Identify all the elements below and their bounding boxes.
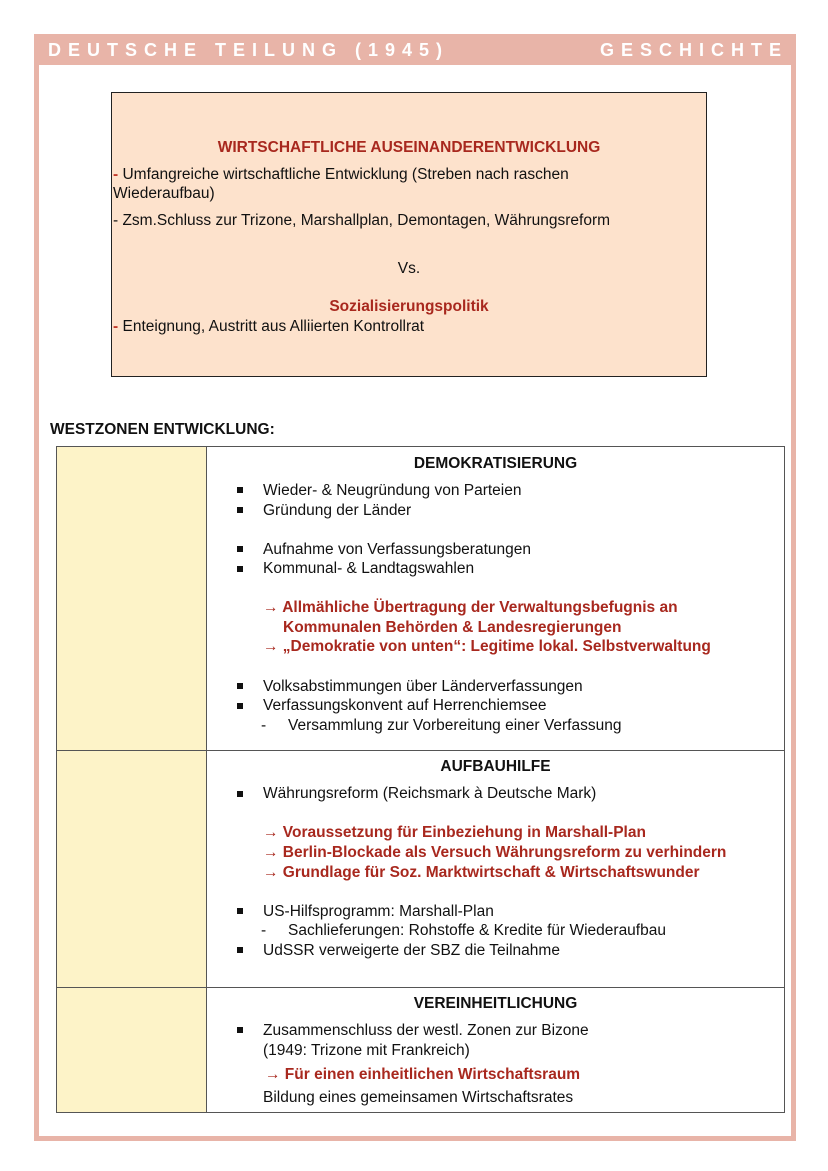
header-title: DEUTSCHE TEILUNG (1945) — [48, 40, 450, 60]
page-header — [34, 34, 796, 65]
sub-dash: - — [261, 922, 267, 939]
list-item: Aufnahme von Verfassungsberatungen — [263, 541, 531, 558]
row-aufbauhilfe — [57, 751, 784, 988]
bullet-icon — [237, 703, 243, 709]
arrow-note: → Berlin-Blockade als Versuch Währungsreform zu verhindern — [263, 844, 727, 861]
summary-vs: Vs. — [397, 260, 421, 277]
summary-box — [111, 92, 707, 377]
list-item: US-Hilfsprogramm: Marshall-Plan — [263, 903, 494, 920]
plain-item: Bildung eines gemeinsamen Wirtschaftsrates — [263, 1089, 574, 1106]
summary-line-3-text: Enteignung, Austritt aus Alliierten Kontrollrat — [122, 318, 425, 335]
bullet-icon — [237, 1027, 243, 1033]
list-item: Volksabstimmungen über Länderverfassungen — [263, 678, 583, 695]
list-item: Verfassungskonvent auf Herrenchiemsee — [263, 697, 547, 714]
row-content-cell — [207, 751, 784, 987]
row-label-cell — [57, 988, 207, 1112]
bullet-icon — [237, 791, 243, 797]
bullet-icon — [237, 507, 243, 513]
bullet-icon — [237, 487, 243, 493]
bullet-icon — [237, 566, 243, 572]
row-content-cell — [207, 988, 784, 1112]
row-title: DEMOKRATISIERUNG — [413, 455, 578, 472]
list-item: Gründung der Länder — [263, 502, 412, 519]
list-item: Währungsreform (Reichsmark à Deutsche Mark) — [263, 785, 597, 802]
bullet-icon — [237, 683, 243, 689]
list-item: Kommunal- & Landtagswahlen — [263, 560, 475, 577]
list-item: UdSSR verweigerte der SBZ die Teilnahme — [263, 942, 560, 959]
arrow-note: → Für einen einheitlichen Wirtschaftsraum — [265, 1066, 581, 1083]
sub-item: Versammlung zur Vorbereitung einer Verfassung — [288, 717, 622, 734]
sub-item: Sachlieferungen: Rohstoffe & Kredite für Wiederaufbau — [288, 922, 666, 939]
sub-dash: - — [261, 717, 267, 734]
summary-line-1b: Wiederaufbau) — [113, 185, 215, 202]
bullet-icon — [237, 908, 243, 914]
arrow-note: → „Demokratie von unten“: Legitime lokal. Selbstverwaltung — [263, 638, 711, 655]
row-label-cell — [57, 751, 207, 987]
list-item: Zusammenschluss der westl. Zonen zur Bizone — [263, 1022, 589, 1039]
bullet-icon — [237, 947, 243, 953]
row-label-cell — [57, 447, 207, 750]
row-title: VEREINHEITLICHUNG — [413, 995, 578, 1012]
arrow-note: → Voraussetzung für Einbeziehung in Marshall-Plan — [263, 824, 646, 841]
section-title: WESTZONEN ENTWICKLUNG: — [50, 421, 275, 438]
list-item-cont: (1949: Trizone mit Frankreich) — [263, 1042, 470, 1059]
header-subject: GESCHICHTE — [599, 40, 788, 60]
summary-line-1a: Umfangreiche wirtschaftliche Entwicklung (Streben nach raschen — [122, 166, 569, 183]
summary-line-2: - Zsm.Schluss zur Trizone, Marshallplan, Demontagen, Währungsreform — [113, 212, 611, 229]
arrow-note-cont: Kommunalen Behörden & Landesregierungen — [283, 619, 622, 636]
arrow-note: → Allmähliche Übertragung der Verwaltungsbefugnis an — [263, 599, 678, 616]
list-item: Wieder- & Neugründung von Parteien — [263, 482, 522, 499]
row-title: AUFBAUHILFE — [440, 758, 551, 775]
arrow-note: → Grundlage für Soz. Marktwirtschaft & Wirtschaftswunder — [263, 864, 700, 881]
bullet-icon — [237, 546, 243, 552]
westzonen-table — [56, 446, 785, 1113]
row-content-cell — [207, 447, 784, 750]
summary-subtitle: Sozialisierungspolitik — [329, 298, 489, 315]
row-vereinheitlichung — [57, 988, 784, 1112]
summary-line-1 — [113, 165, 666, 184]
summary-title: WIRTSCHAFTLICHE AUSEINANDERENTWICKLUNG — [217, 139, 601, 156]
summary-line-3 — [113, 317, 666, 336]
summary-dash: - — [113, 166, 119, 183]
summary-dash-2: - — [113, 318, 119, 335]
row-demokratisierung — [57, 447, 784, 751]
